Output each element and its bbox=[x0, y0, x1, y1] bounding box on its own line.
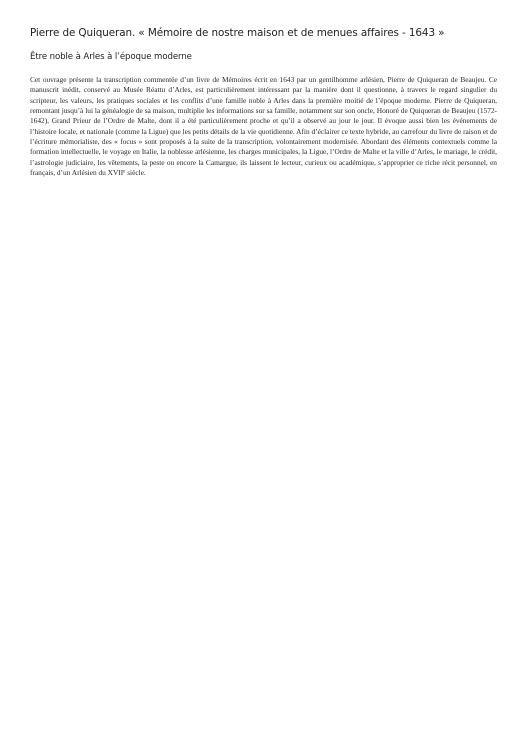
document-page bbox=[30, 26, 497, 178]
document-subtitle: Être noble à Arles à l’époque moderne bbox=[30, 52, 192, 62]
abstract-text: Cet ouvrage présente la transcription commentée d’un livre de Mémoires écrit en 1643 par un gentilhomme arlésien, Pierre de Quiqueran de Beaujeu. Ce manuscrit inédit, conservé au Musée Réattu d’Arles, est particulièrement intéressant par la manière dont il questionne, à travers le regard singulier du scripteur, les valeurs, les pratiques sociales et les conflits d’une famille noble à Arles dans la première moitié de l’époque moderne. Pierre de Quiqueran, remontant jusqu’à lui la généalogie de sa maison, multiplie les informations sur sa famille, notamment sur son oncle, Honoré de Quiqueran de Beaujeu (1572-1642), Grand Prieur de l’Ordre de Malte, dont il a été particulièrement proche et qu’il a observé au jour le jour. Il évoque aussi bien les événements de l’histoire locale, et nationale (comme la Ligue) que les petits détails de la vie quotidienne. Afin d’éclairer ce texte hybride, au carrefour du livre de raison et de l’écriture mémorialiste, des « focus » sont proposés à la suite de la transcription, volontairement modernisée. Abordant des éléments contextuels comme la formation intellectuelle, le voyage en Italie, la noblesse arlésienne, les charges municipales, la Ligue, l’Ordre de Malte et la ville d’Arles, le mariage, le crédit, l’astrologie judiciaire, les vêtements, la peste ou encore la Camargue, ils laissent le lecteur, curieux ou académique, s’approprier ce riche récit personnel, en français, d’un Arlésien du XVII bbox=[30, 75, 497, 178]
document-title: Pierre de Quiqueran. « Mémoire de nostre maison et de menues affaires - 1643 » bbox=[30, 27, 445, 39]
document-abstract bbox=[30, 75, 497, 178]
century-superscript: e bbox=[123, 169, 126, 175]
abstract-ending: siècle. bbox=[125, 168, 146, 178]
